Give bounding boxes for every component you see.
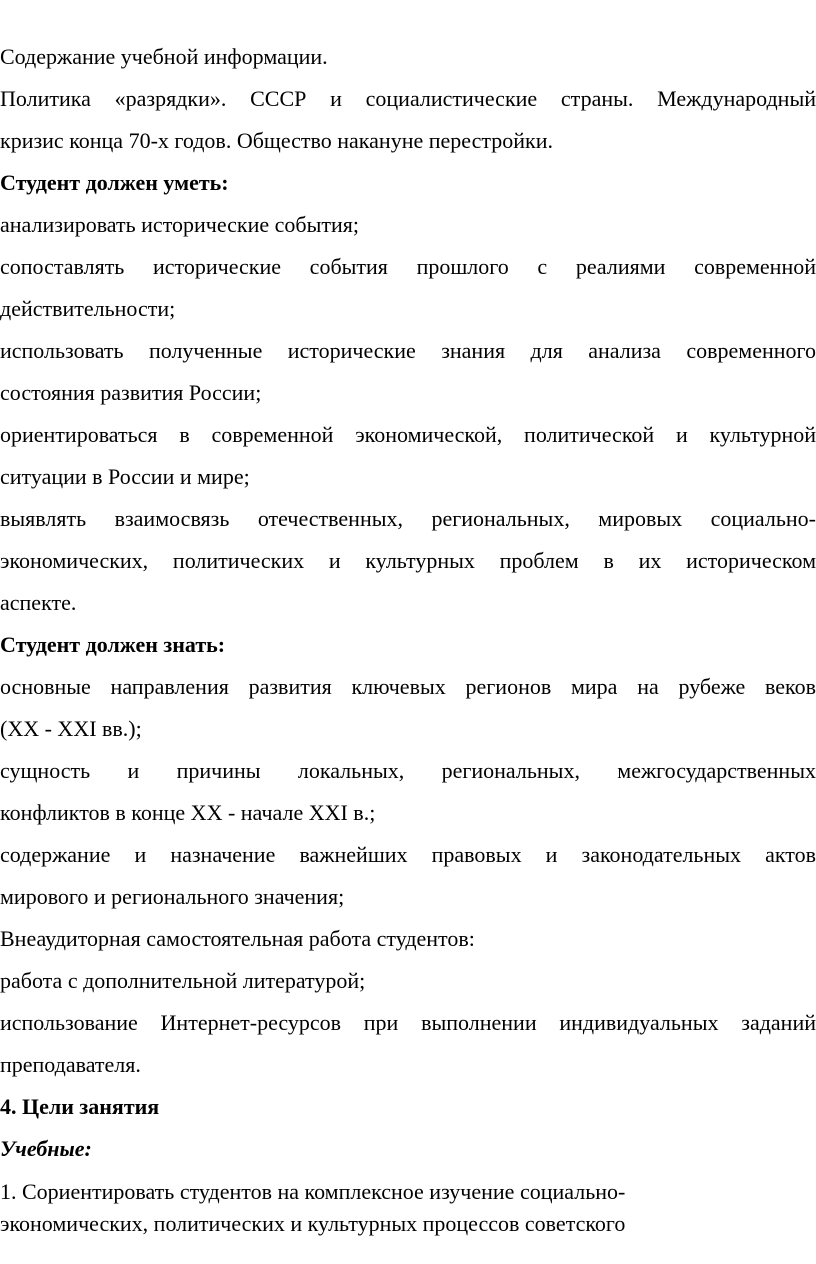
skill-item-3-line-1: использовать полученные исторические знания для анализа современного — [0, 338, 816, 363]
goal-item-1-line-2: экономических, политических и культурных процессов советского — [0, 1211, 626, 1236]
extra-work-heading: Внеаудиторная самостоятельная работа студентов: — [0, 926, 475, 951]
skill-item-4-line-1: ориентироваться в современной экономической, политической и культурной — [0, 422, 816, 447]
knowledge-item-2-line-2: конфликтов в конце XX - начале XXI в.; — [0, 800, 376, 825]
skill-item-2-line-1: сопоставлять исторические события прошлого с реалиями современной — [0, 254, 816, 279]
goals-heading: 4. Цели занятия — [0, 1094, 160, 1119]
content-heading: Содержание учебной информации. — [0, 44, 328, 69]
content-line-1: Политика «разрядки». СССР и социалистические страны. Международный — [0, 86, 816, 111]
knowledge-item-2-line-1: сущность и причины локальных, региональных, межгосударственных — [0, 758, 816, 783]
knowledge-item-3-line-1: содержание и назначение важнейших правовых и законодательных актов — [0, 842, 816, 867]
content-line-2: кризис конца 70-х годов. Общество накануне перестройки. — [0, 128, 553, 153]
skill-item-4-line-2: ситуации в России и мире; — [0, 464, 250, 489]
knowledge-item-1-line-2: (XX - XXI вв.); — [0, 716, 142, 741]
knowledge-heading: Студент должен знать: — [0, 632, 226, 657]
goals-subheading: Учебные: — [0, 1136, 92, 1161]
goal-item-1-line-1: 1. Сориентировать студентов на комплексное изучение социально- — [0, 1179, 626, 1204]
knowledge-item-1-line-1: основные направления развития ключевых регионов мира на рубеже веков — [0, 674, 816, 699]
skill-item-5-line-3: аспекте. — [0, 590, 77, 615]
skill-item-5-line-1: выявлять взаимосвязь отечественных, региональных, мировых социально- — [0, 506, 816, 531]
skill-item-2-line-2: действительности; — [0, 296, 176, 321]
extra-item-1: работа с дополнительной литературой; — [0, 968, 366, 993]
skills-heading: Студент должен уметь: — [0, 170, 229, 195]
skill-item-1: анализировать исторические события; — [0, 212, 360, 237]
extra-item-2-line-1: использование Интернет-ресурсов при выполнении индивидуальных заданий — [0, 1010, 816, 1035]
skill-item-3-line-2: состояния развития России; — [0, 380, 262, 405]
knowledge-item-3-line-2: мирового и регионального значения; — [0, 884, 345, 909]
skill-item-5-line-2: экономических, политических и культурных проблем в их историческом — [0, 548, 816, 573]
extra-item-2-line-2: преподавателя. — [0, 1052, 141, 1077]
